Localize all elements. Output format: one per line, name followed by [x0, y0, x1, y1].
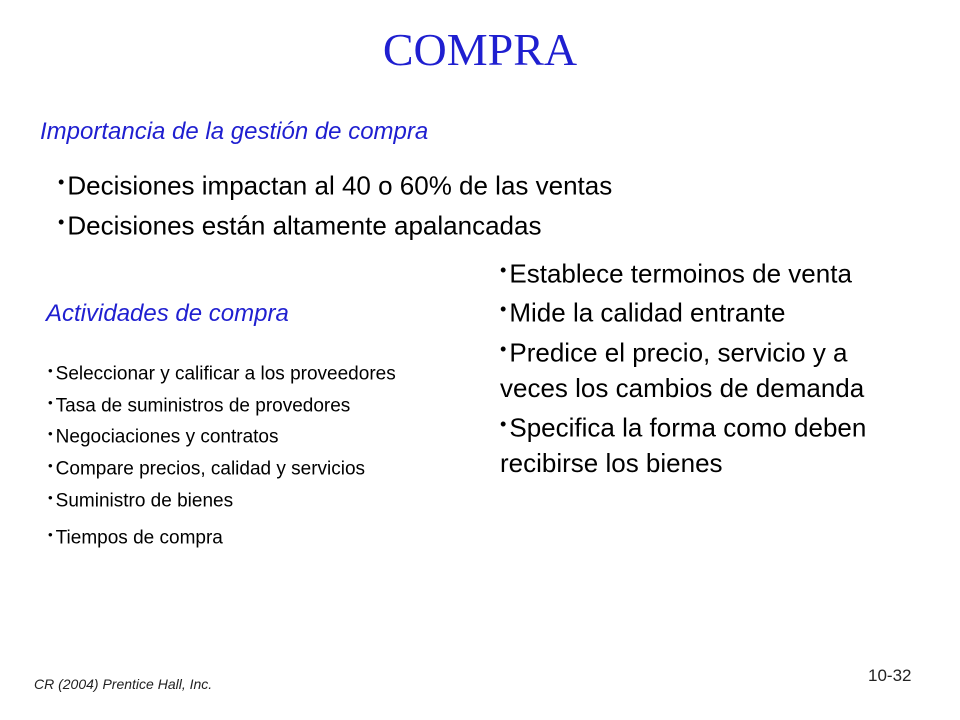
importance-item: [58, 164, 918, 204]
activity-item-text: Negociaciones y contratos: [55, 426, 279, 448]
importance-item-text: Decisiones están altamente apalancadas: [67, 210, 542, 241]
bullet-icon: •: [48, 426, 53, 442]
responsibility-item: [500, 406, 920, 481]
activity-item-text: Suministro de bienes: [55, 490, 234, 512]
bullet-icon: •: [48, 527, 53, 543]
footer-credit: CR (2004) Prentice Hall, Inc.: [34, 676, 213, 692]
activity-item: [48, 521, 488, 553]
bullet-icon: •: [58, 212, 65, 233]
slide-title: COMPRA: [382, 24, 578, 75]
bullet-icon: •: [48, 363, 53, 378]
activity-item: [48, 389, 488, 421]
activity-item: [48, 452, 488, 484]
bullet-icon: •: [48, 394, 53, 410]
responsibility-item-text: Specifica la forma como deben recibirse los bienes: [500, 412, 867, 479]
activities-heading: Actividades de compra: [46, 300, 289, 327]
responsibility-item-text: Mide la calidad entrante: [509, 297, 786, 328]
responsibilities-list: [500, 252, 920, 481]
importance-list: [58, 164, 918, 245]
activity-item: [48, 484, 488, 516]
importance-item: [58, 204, 918, 244]
activity-item: [48, 420, 488, 452]
bullet-icon: •: [58, 172, 65, 192]
bullet-icon: •: [500, 338, 507, 359]
activity-item-text: Tiempos de compra: [55, 527, 223, 549]
activity-item-text: Tasa de suministros de provedores: [55, 395, 351, 417]
importance-item-text: Decisiones impactan al 40 o 60% de las ventas: [67, 170, 613, 201]
responsibility-item-text: Establece termoinos de venta: [509, 258, 852, 289]
responsibility-item: [500, 291, 920, 330]
bullet-icon: •: [48, 489, 53, 505]
activity-item: [48, 357, 488, 389]
responsibility-item: [500, 331, 920, 406]
importance-heading: Importancia de la gestión de compra: [40, 118, 429, 145]
activity-item-text: Seleccionar y calificar a los proveedores: [55, 363, 396, 385]
bullet-icon: •: [500, 414, 507, 435]
responsibility-item: [500, 252, 920, 291]
responsibility-item-text: Predice el precio, servicio y a veces los cambios de demanda: [500, 337, 865, 404]
bullet-icon: •: [48, 457, 53, 473]
bullet-icon: •: [500, 299, 507, 320]
page-number: 10-32: [868, 666, 912, 685]
activity-item-text: Compare precios, calidad y servicios: [55, 458, 366, 480]
activities-list: [48, 357, 488, 553]
bullet-icon: •: [500, 260, 507, 280]
